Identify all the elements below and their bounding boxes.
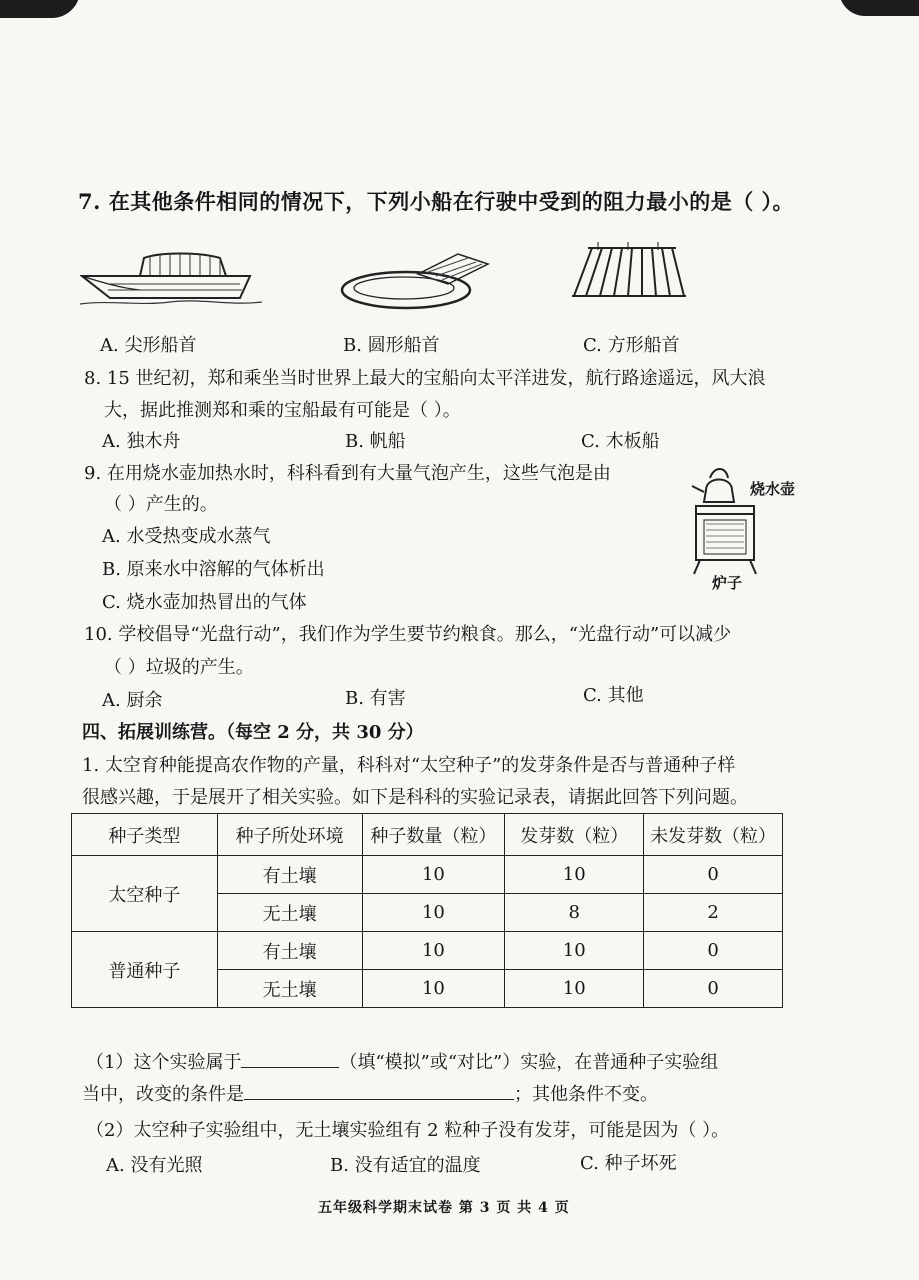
q8-option-b: B. 帆船 bbox=[345, 431, 406, 452]
q7-stem: 7. 在其他条件相同的情况下，下列小船在行驶中受到的阻力最小的是（ ）。 bbox=[78, 189, 795, 214]
q7-option-c: C. 方形船首 bbox=[583, 335, 680, 356]
count-cell: 10 bbox=[362, 932, 505, 970]
table-header-row bbox=[72, 814, 783, 856]
seed-type-cell: 太空种子 bbox=[72, 856, 218, 932]
seed-type-cell: 普通种子 bbox=[72, 932, 218, 1008]
q10-option-c: C. 其他 bbox=[583, 685, 644, 706]
q7-option-a: A. 尖形船首 bbox=[100, 335, 197, 356]
not-germinated-cell: 0 bbox=[644, 932, 783, 970]
environment-cell: 无土壤 bbox=[217, 970, 362, 1008]
header-not-germinated: 未发芽数（粒） bbox=[644, 814, 783, 856]
count-cell: 10 bbox=[362, 894, 505, 932]
scan-shadow-left bbox=[0, 0, 80, 18]
not-germinated-cell: 0 bbox=[644, 970, 783, 1008]
count-cell: 10 bbox=[362, 970, 505, 1008]
header-seed-count: 种子数量（粒） bbox=[362, 814, 505, 856]
header-seed-type: 种子类型 bbox=[72, 814, 218, 856]
q8-option-a: A. 独木舟 bbox=[102, 431, 181, 452]
q8-option-c: C. 木板船 bbox=[581, 431, 660, 452]
sub1-line2-prefix: 当中，改变的条件是 bbox=[82, 1084, 244, 1105]
germinated-cell: 10 bbox=[505, 970, 644, 1008]
sub-question-1-line2 bbox=[82, 1080, 658, 1106]
q8-line1: 8. 15 世纪初，郑和乘坐当时世界上最大的宝船向太平洋进发，航行路途遥远，风大浪 bbox=[84, 368, 766, 389]
count-cell: 10 bbox=[362, 856, 505, 894]
section4-intro-line1: 1. 太空育种能提高农作物的产量，科科对“太空种子”的发芽条件是否与普通种子样 bbox=[82, 755, 736, 776]
table-row bbox=[72, 856, 783, 894]
q9-option-c: C. 烧水壶加热冒出的气体 bbox=[102, 592, 307, 613]
section4-title: 四、拓展训练营。（每空 2 分，共 30 分） bbox=[82, 722, 424, 743]
q9-line2: （ ）产生的。 bbox=[104, 494, 218, 515]
germinated-cell: 10 bbox=[505, 932, 644, 970]
q10-line1: 10. 学校倡导“光盘行动”，我们作为学生要节约粮食。那么，“光盘行动”可以减少 bbox=[84, 624, 732, 645]
q10-option-b: B. 有害 bbox=[345, 688, 406, 709]
not-germinated-cell: 0 bbox=[644, 856, 783, 894]
kettle-label: 烧水壶 bbox=[750, 480, 796, 498]
section4-intro-line2: 很感兴趣，于是展开了相关实验。如下是科科的实验记录表，请据此回答下列问题。 bbox=[82, 787, 748, 808]
answer-blank-changed-condition[interactable] bbox=[244, 1081, 514, 1100]
environment-cell: 无土壤 bbox=[217, 894, 362, 932]
answer-blank-experiment-type[interactable] bbox=[241, 1049, 339, 1068]
germinated-cell: 8 bbox=[505, 894, 644, 932]
not-germinated-cell: 2 bbox=[644, 894, 783, 932]
square-bow-raft-illustration bbox=[568, 240, 688, 310]
header-germinated: 发芽数（粒） bbox=[505, 814, 644, 856]
q10-option-a: A. 厨余 bbox=[102, 690, 163, 711]
sub-question-1-line1 bbox=[86, 1048, 718, 1074]
sub-question-2: （2）太空种子实验组中，无土壤实验组有 2 粒种子没有发芽，可能是因为（ ）。 bbox=[86, 1120, 730, 1141]
sub1-line2-suffix: ；其他条件不变。 bbox=[514, 1084, 658, 1105]
header-environment: 种子所处环境 bbox=[217, 814, 362, 856]
table-row bbox=[72, 932, 783, 970]
environment-cell: 有土壤 bbox=[217, 932, 362, 970]
stove-label: 炉子 bbox=[712, 574, 743, 592]
sub2-option-b: B. 没有适宜的温度 bbox=[330, 1155, 481, 1176]
q10-line2: （ ）垃圾的产生。 bbox=[104, 657, 254, 678]
sub2-option-c: C. 种子坏死 bbox=[580, 1153, 677, 1174]
sub1-suffix: （填“模拟”或“对比”）实验，在普通种子实验组 bbox=[339, 1052, 719, 1073]
q9-line1: 9. 在用烧水壶加热水时，科科看到有大量气泡产生，这些气泡是由 bbox=[84, 463, 611, 484]
page-footer: 五年级科学期末试卷 第 3 页 共 4 页 bbox=[318, 1200, 570, 1216]
q9-option-a: A. 水受热变成水蒸气 bbox=[102, 526, 271, 547]
sub2-option-a: A. 没有光照 bbox=[106, 1155, 203, 1176]
q9-option-b: B. 原来水中溶解的气体析出 bbox=[102, 559, 325, 580]
sub1-prefix: （1）这个实验属于 bbox=[86, 1052, 242, 1073]
scan-shadow-right bbox=[839, 0, 919, 16]
seed-experiment-table bbox=[71, 813, 783, 1008]
pointed-bow-boat-illustration bbox=[80, 250, 265, 310]
environment-cell: 有土壤 bbox=[217, 856, 362, 894]
q7-option-b: B. 圆形船首 bbox=[343, 335, 440, 356]
q8-line2: 大，据此推测郑和乘的宝船最有可能是（ ）。 bbox=[104, 400, 461, 421]
round-bow-boat-illustration bbox=[338, 250, 493, 312]
germinated-cell: 10 bbox=[505, 856, 644, 894]
